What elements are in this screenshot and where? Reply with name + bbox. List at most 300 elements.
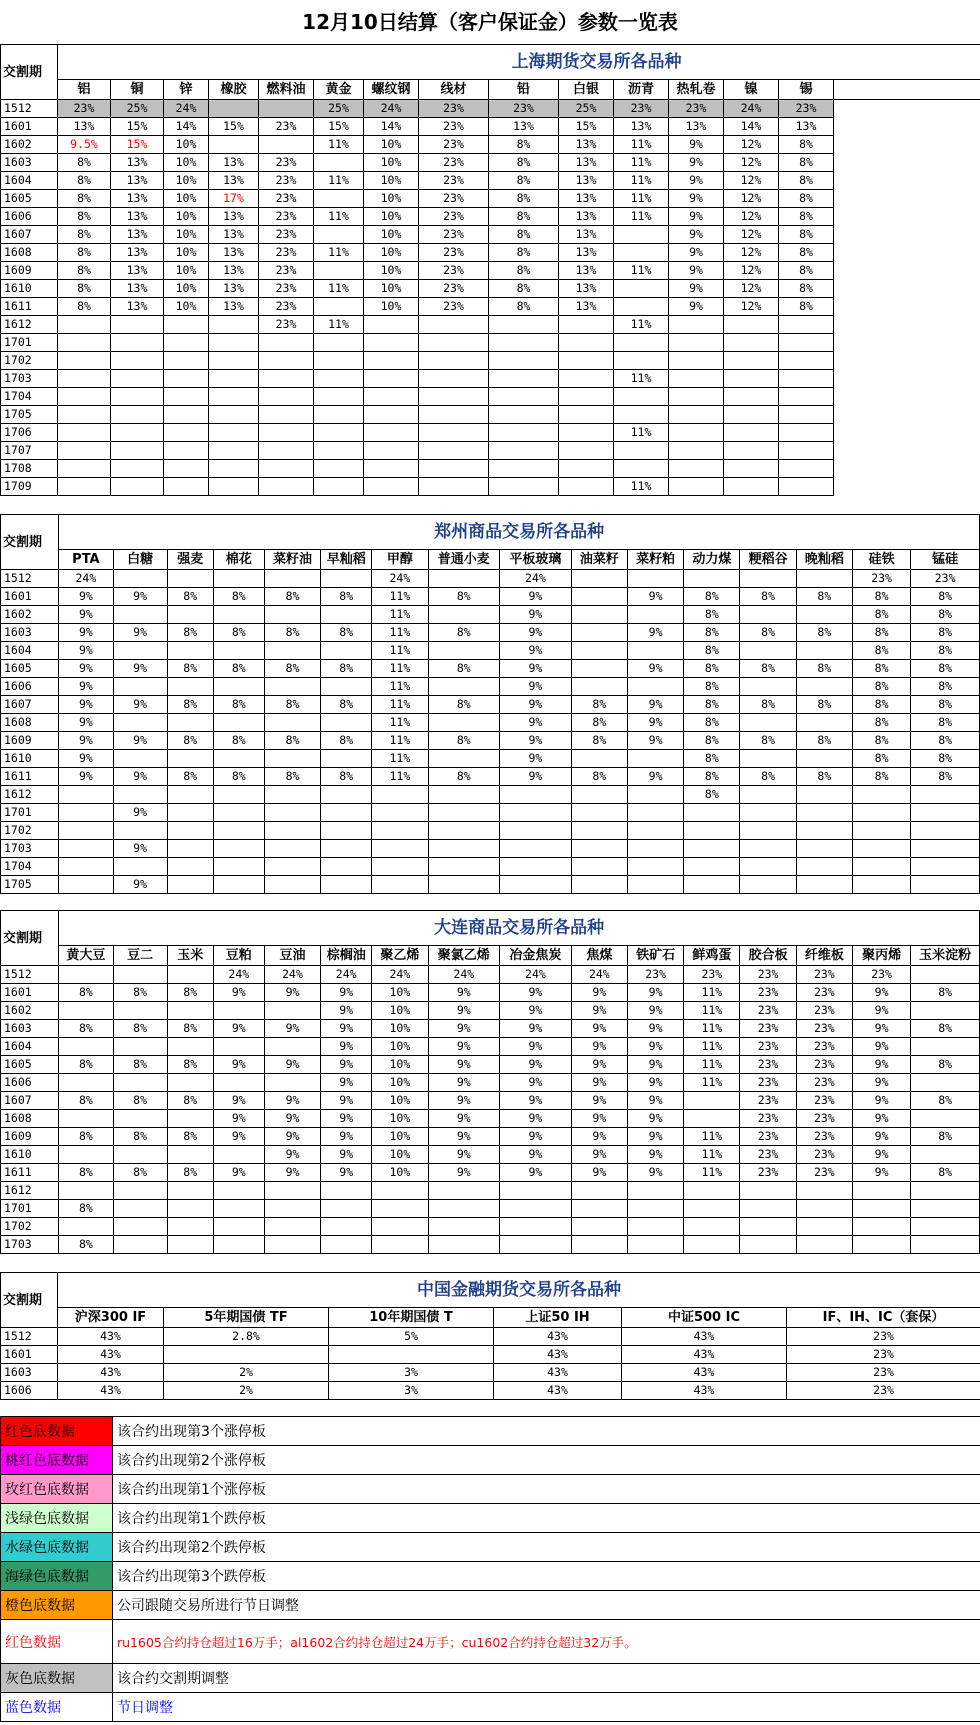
margin-cell	[559, 442, 614, 460]
legend-swatch-label: 桃红色底数据	[1, 1446, 113, 1475]
margin-cell	[500, 840, 572, 858]
margin-cell: 23%	[419, 154, 489, 172]
margin-cell: 8%	[113, 1020, 167, 1038]
margin-cell: 10%	[164, 136, 209, 154]
margin-cell	[314, 442, 364, 460]
margin-cell: 10%	[372, 1038, 428, 1056]
margin-cell	[164, 352, 209, 370]
margin-cell: 12%	[724, 298, 779, 316]
margin-cell	[209, 136, 259, 154]
margin-cell	[500, 804, 572, 822]
margin-cell: 11%	[314, 208, 364, 226]
margin-cell: 8%	[796, 696, 852, 714]
margin-cell	[113, 678, 167, 696]
legend-row	[1, 1562, 980, 1591]
margin-cell: 9%	[571, 1038, 627, 1056]
margin-cell	[264, 678, 320, 696]
margin-cell	[724, 442, 779, 460]
margin-cell: 43%	[622, 1382, 787, 1400]
margin-cell	[113, 1074, 167, 1092]
legend-description: 节日调整	[113, 1693, 980, 1722]
margin-cell	[58, 388, 111, 406]
margin-cell	[489, 424, 559, 442]
margin-cell	[321, 570, 372, 588]
margin-cell	[314, 478, 364, 496]
margin-cell: 11%	[372, 696, 428, 714]
exchange-title: 上海期货交易所各品种	[58, 45, 980, 80]
margin-cell	[213, 714, 264, 732]
margin-cell	[627, 606, 683, 624]
margin-cell: 13%	[209, 244, 259, 262]
product-header: 胶合板	[740, 946, 796, 966]
margin-cell	[111, 334, 164, 352]
margin-cell	[164, 442, 209, 460]
margin-cell	[113, 1236, 167, 1254]
margin-cell: 9%	[500, 1092, 572, 1110]
margin-cell	[684, 1092, 740, 1110]
margin-cell: 8%	[779, 190, 834, 208]
margin-cell: 12%	[724, 136, 779, 154]
product-header: 上证50 IH	[494, 1308, 622, 1328]
margin-cell: 11%	[372, 678, 428, 696]
margin-cell: 9%	[213, 1128, 264, 1146]
row-filler	[834, 190, 980, 208]
product-header: 菜籽油	[264, 550, 320, 570]
period-cell: 1512	[1, 100, 58, 118]
margin-cell: 23%	[627, 966, 683, 984]
margin-cell: 9%	[500, 750, 572, 768]
margin-cell: 10%	[372, 1020, 428, 1038]
product-header: IF、IH、IC（套保）	[787, 1308, 980, 1328]
margin-cell: 9%	[852, 1020, 910, 1038]
table-row	[1, 1164, 980, 1182]
margin-cell	[164, 478, 209, 496]
margin-cell: 43%	[58, 1364, 164, 1382]
margin-cell	[167, 966, 213, 984]
margin-cell: 24%	[59, 570, 113, 588]
legend-description: 该合约出现第3个跌停板	[113, 1562, 980, 1591]
legend-swatch-label: 灰色底数据	[1, 1664, 113, 1693]
margin-cell	[314, 424, 364, 442]
table-row	[1, 1092, 980, 1110]
margin-cell: 43%	[494, 1328, 622, 1346]
margin-cell: 9%	[321, 984, 372, 1002]
margin-cell: 9%	[213, 1164, 264, 1182]
margin-cell	[571, 1182, 627, 1200]
product-header: 锡	[779, 80, 834, 100]
margin-cell	[684, 876, 740, 894]
margin-cell: 13%	[559, 208, 614, 226]
margin-cell	[164, 316, 209, 334]
margin-cell: 9%	[113, 660, 167, 678]
margin-cell	[779, 334, 834, 352]
margin-cell	[314, 352, 364, 370]
margin-cell	[779, 388, 834, 406]
margin-cell: 8%	[167, 1128, 213, 1146]
margin-cell: 9%	[321, 1038, 372, 1056]
margin-cell	[113, 714, 167, 732]
margin-cell: 11%	[314, 280, 364, 298]
margin-cell: 11%	[372, 732, 428, 750]
margin-cell: 10%	[164, 190, 209, 208]
margin-cell: 11%	[614, 424, 669, 442]
margin-cell	[489, 388, 559, 406]
product-header: 铜	[111, 80, 164, 100]
margin-cell: 9%	[500, 732, 572, 750]
margin-cell: 23%	[740, 966, 796, 984]
margin-cell: 23%	[796, 966, 852, 984]
margin-cell	[571, 624, 627, 642]
margin-cell: 9%	[571, 1002, 627, 1020]
product-header: 菜籽粕	[627, 550, 683, 570]
margin-cell	[724, 388, 779, 406]
margin-cell	[614, 442, 669, 460]
margin-cell: 9%	[571, 1128, 627, 1146]
margin-cell: 9%	[113, 804, 167, 822]
table-row	[1, 226, 980, 244]
margin-cell	[911, 1038, 980, 1056]
table-row	[1, 1200, 980, 1218]
margin-cell: 11%	[684, 1164, 740, 1182]
margin-cell: 11%	[614, 154, 669, 172]
product-header-row	[1, 550, 980, 570]
margin-cell: 23%	[419, 172, 489, 190]
margin-cell: 9%	[113, 696, 167, 714]
margin-cell: 24%	[500, 966, 572, 984]
margin-cell: 8%	[684, 714, 740, 732]
margin-cell	[111, 478, 164, 496]
margin-cell	[852, 1218, 910, 1236]
margin-cell: 8%	[489, 172, 559, 190]
margin-cell: 14%	[164, 118, 209, 136]
table-row	[1, 1364, 980, 1382]
table-row	[1, 750, 980, 768]
legend-description: 该合约出现第2个涨停板	[113, 1446, 980, 1475]
margin-cell: 8%	[911, 696, 980, 714]
margin-cell	[852, 840, 910, 858]
margin-cell: 9%	[321, 1074, 372, 1092]
margin-cell: 13%	[209, 226, 259, 244]
margin-cell: 8%	[911, 1092, 980, 1110]
period-cell: 1701	[1, 334, 58, 352]
margin-cell	[213, 804, 264, 822]
margin-cell	[264, 804, 320, 822]
margin-cell	[571, 750, 627, 768]
margin-cell: 8%	[911, 624, 980, 642]
margin-cell	[796, 876, 852, 894]
margin-cell: 9%	[264, 1110, 320, 1128]
product-header: 棕榈油	[321, 946, 372, 966]
margin-cell: 23%	[852, 570, 910, 588]
table-row	[1, 280, 980, 298]
legend-row	[1, 1533, 980, 1562]
margin-cell: 12%	[724, 172, 779, 190]
margin-cell	[571, 822, 627, 840]
margin-cell: 8%	[264, 588, 320, 606]
margin-cell: 9%	[213, 1020, 264, 1038]
margin-cell: 9%	[321, 1164, 372, 1182]
margin-cell: 13%	[559, 154, 614, 172]
period-cell: 1604	[1, 172, 58, 190]
margin-cell: 12%	[724, 154, 779, 172]
margin-cell	[419, 334, 489, 352]
margin-cell	[164, 424, 209, 442]
margin-cell	[852, 1200, 910, 1218]
period-cell: 1612	[1, 316, 58, 334]
margin-cell: 8%	[428, 696, 500, 714]
margin-cell: 9%	[571, 1110, 627, 1128]
table-row	[1, 696, 980, 714]
margin-cell: 10%	[364, 136, 419, 154]
margin-cell: 13%	[111, 208, 164, 226]
margin-cell: 8%	[58, 226, 111, 244]
margin-cell	[364, 316, 419, 334]
margin-cell: 9%	[428, 1038, 500, 1056]
margin-cell: 23%	[740, 1110, 796, 1128]
margin-cell: 8%	[321, 696, 372, 714]
margin-cell: 8%	[321, 768, 372, 786]
period-cell: 1607	[1, 226, 58, 244]
margin-cell	[419, 388, 489, 406]
margin-cell	[852, 876, 910, 894]
margin-cell	[58, 406, 111, 424]
product-header: 冶金焦炭	[500, 946, 572, 966]
margin-cell	[59, 1218, 113, 1236]
margin-cell	[419, 442, 489, 460]
margin-cell	[59, 822, 113, 840]
margin-cell	[167, 1236, 213, 1254]
margin-cell	[321, 1200, 372, 1218]
table-row	[1, 1146, 980, 1164]
margin-cell	[740, 750, 796, 768]
margin-cell	[59, 786, 113, 804]
margin-cell	[314, 370, 364, 388]
table-row	[1, 966, 980, 984]
margin-cell	[213, 1038, 264, 1056]
margin-cell: 9%	[264, 1020, 320, 1038]
table-row	[1, 1218, 980, 1236]
margin-cell: 11%	[684, 1038, 740, 1056]
margin-cell	[428, 570, 500, 588]
table-row	[1, 190, 980, 208]
margin-cell	[489, 406, 559, 424]
margin-cell: 43%	[58, 1382, 164, 1400]
margin-cell	[264, 750, 320, 768]
margin-cell: 8%	[113, 1164, 167, 1182]
margin-cell	[364, 406, 419, 424]
margin-cell: 9%	[500, 606, 572, 624]
margin-cell: 8%	[167, 1056, 213, 1074]
row-filler	[834, 154, 980, 172]
margin-cell: 5%	[329, 1328, 494, 1346]
margin-cell	[264, 1002, 320, 1020]
product-header: 燃料油	[259, 80, 314, 100]
product-header-row	[1, 1308, 980, 1328]
margin-cell	[419, 370, 489, 388]
margin-cell	[779, 424, 834, 442]
margin-cell: 9%	[59, 588, 113, 606]
margin-cell	[627, 678, 683, 696]
row-filler	[834, 442, 980, 460]
margin-cell: 8%	[167, 768, 213, 786]
exchange-section	[0, 514, 980, 894]
margin-cell: 23%	[259, 190, 314, 208]
row-filler	[834, 334, 980, 352]
margin-cell: 8%	[489, 190, 559, 208]
margin-cell	[911, 786, 980, 804]
margin-cell: 9%	[627, 696, 683, 714]
margin-cell	[364, 460, 419, 478]
period-cell: 1705	[1, 406, 58, 424]
period-header: 交割期	[1, 515, 59, 570]
margin-cell	[213, 1002, 264, 1020]
period-cell: 1612	[1, 1182, 59, 1200]
margin-cell	[264, 714, 320, 732]
margin-cell	[740, 642, 796, 660]
margin-cell	[669, 460, 724, 478]
margin-cell: 9%	[852, 1056, 910, 1074]
product-header: 锰硅	[911, 550, 980, 570]
margin-cell	[740, 1182, 796, 1200]
margin-cell: 11%	[372, 750, 428, 768]
table-row	[1, 678, 980, 696]
margin-cell: 15%	[111, 136, 164, 154]
margin-cell	[372, 786, 428, 804]
period-cell: 1606	[1, 208, 58, 226]
margin-cell: 8%	[264, 660, 320, 678]
margin-cell	[259, 424, 314, 442]
product-header: 聚乙烯	[372, 946, 428, 966]
product-header: 白银	[559, 80, 614, 100]
product-header: 焦煤	[571, 946, 627, 966]
exchange-section	[0, 910, 980, 1254]
margin-cell	[264, 1218, 320, 1236]
margin-cell: 10%	[372, 1164, 428, 1182]
margin-cell	[796, 678, 852, 696]
margin-cell	[259, 442, 314, 460]
margin-cell: 13%	[559, 172, 614, 190]
margin-cell: 24%	[571, 966, 627, 984]
margin-cell	[213, 822, 264, 840]
margin-cell: 8%	[571, 732, 627, 750]
margin-cell: 10%	[372, 984, 428, 1002]
exchange-header-row	[1, 911, 980, 946]
margin-cell: 23%	[787, 1364, 980, 1382]
margin-cell: 24%	[372, 966, 428, 984]
margin-cell: 9%	[500, 642, 572, 660]
margin-cell	[372, 804, 428, 822]
margin-cell	[321, 714, 372, 732]
margin-cell	[321, 1218, 372, 1236]
margin-cell: 8%	[489, 298, 559, 316]
period-cell: 1512	[1, 570, 59, 588]
product-header: 白糖	[113, 550, 167, 570]
margin-cell	[559, 334, 614, 352]
margin-cell: 9%	[852, 1110, 910, 1128]
legend-swatch-label: 浅绿色底数据	[1, 1504, 113, 1533]
margin-cell	[571, 660, 627, 678]
margin-cell: 13%	[111, 298, 164, 316]
product-header: 热轧卷	[669, 80, 724, 100]
margin-cell: 10%	[372, 1074, 428, 1092]
legend-table	[0, 1416, 980, 1722]
margin-cell	[58, 424, 111, 442]
margin-cell	[113, 1200, 167, 1218]
margin-cell	[167, 750, 213, 768]
margin-cell	[571, 570, 627, 588]
margin-cell	[911, 840, 980, 858]
legend-row	[1, 1504, 980, 1533]
margin-cell: 9%	[852, 1074, 910, 1092]
margin-cell	[428, 750, 500, 768]
margin-cell: 13%	[111, 190, 164, 208]
margin-cell: 23%	[740, 1164, 796, 1182]
margin-cell	[264, 642, 320, 660]
margin-cell: 11%	[372, 624, 428, 642]
margin-cell	[321, 804, 372, 822]
margin-cell: 8%	[911, 1056, 980, 1074]
margin-cell: 9%	[571, 984, 627, 1002]
margin-cell: 8%	[740, 768, 796, 786]
margin-cell	[911, 1218, 980, 1236]
legend-row	[1, 1475, 980, 1504]
margin-cell: 15%	[314, 118, 364, 136]
margin-cell: 8%	[796, 660, 852, 678]
margin-cell: 23%	[419, 280, 489, 298]
margin-cell	[627, 1218, 683, 1236]
row-filler	[834, 100, 980, 118]
margin-cell: 13%	[209, 280, 259, 298]
margin-cell	[796, 786, 852, 804]
margin-cell	[113, 1002, 167, 1020]
margin-cell	[113, 750, 167, 768]
period-cell: 1512	[1, 966, 59, 984]
margin-cell: 8%	[779, 280, 834, 298]
margin-cell: 10%	[164, 172, 209, 190]
product-header: 平板玻璃	[500, 550, 572, 570]
margin-cell: 9%	[428, 1092, 500, 1110]
margin-cell: 8%	[911, 1128, 980, 1146]
margin-cell	[167, 606, 213, 624]
margin-cell: 8%	[213, 660, 264, 678]
product-header: 沪深300 IF	[58, 1308, 164, 1328]
margin-cell	[740, 804, 796, 822]
margin-cell: 9.5%	[58, 136, 111, 154]
margin-cell	[684, 1110, 740, 1128]
margin-cell	[264, 786, 320, 804]
margin-cell: 24%	[372, 570, 428, 588]
margin-cell	[911, 1002, 980, 1020]
margin-cell: 9%	[627, 1074, 683, 1092]
margin-cell: 9%	[321, 1110, 372, 1128]
margin-cell: 13%	[209, 262, 259, 280]
margin-cell: 13%	[58, 118, 111, 136]
margin-cell	[167, 1038, 213, 1056]
margin-cell: 8%	[684, 642, 740, 660]
margin-cell: 13%	[209, 298, 259, 316]
product-header: 沥青	[614, 80, 669, 100]
margin-cell: 8%	[59, 1020, 113, 1038]
margin-cell: 9%	[500, 1038, 572, 1056]
margin-cell: 9%	[627, 1002, 683, 1020]
margin-cell	[500, 1200, 572, 1218]
margin-cell	[167, 876, 213, 894]
period-cell: 1709	[1, 478, 58, 496]
margin-cell	[209, 316, 259, 334]
margin-cell	[627, 750, 683, 768]
period-cell: 1605	[1, 1056, 59, 1074]
margin-cell: 8%	[489, 262, 559, 280]
